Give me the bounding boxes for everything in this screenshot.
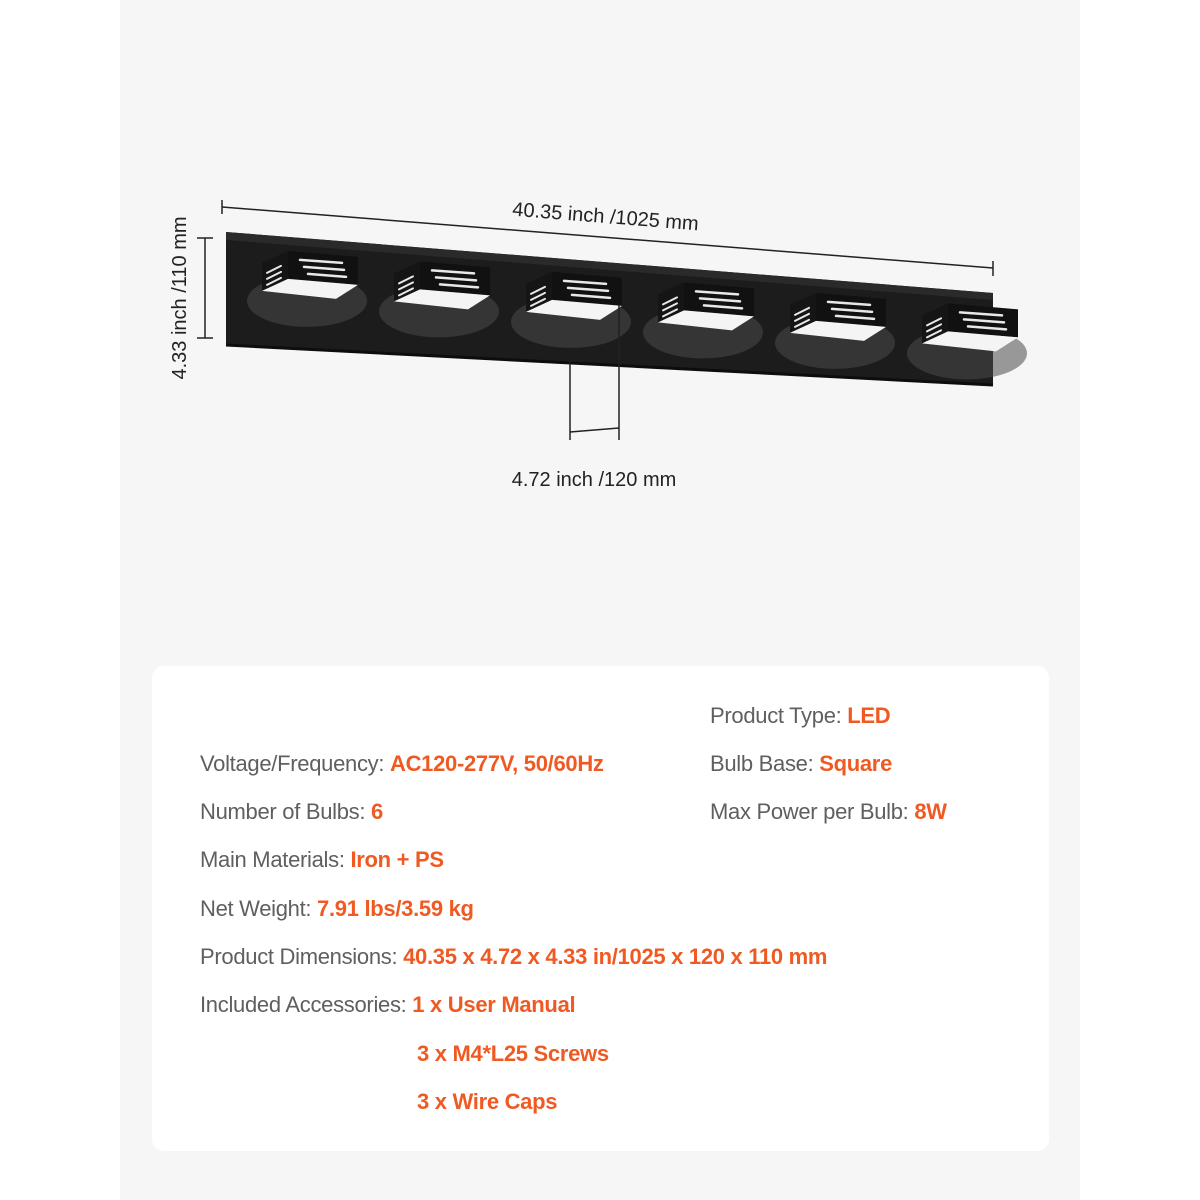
spec-max-power [710,799,947,825]
accessory-item: 1 x User Manual [412,992,576,1017]
spec-value: Iron + PS [350,847,444,872]
spec-label: Voltage/Frequency: [200,751,390,776]
depth-dimension-label: 4.72 inch /120 mm [511,469,677,491]
spec-value: Square [819,751,893,776]
spec-net-weight [200,896,474,922]
spec-value: 6 [370,799,383,824]
spec-value: AC120-277V, 50/60Hz [389,751,604,776]
spec-value: 7.91 lbs/3.59 kg [317,896,474,921]
spec-bulb-base [710,751,892,777]
lamp-head [775,293,895,369]
spec-product-dimensions [200,944,827,970]
lamp-head [907,303,1027,379]
spec-label: Main Materials: [200,847,351,872]
spec-label: Bulb Base: [710,751,820,776]
spec-label: Number of Bulbs: [200,799,371,824]
lamp-head [643,282,763,358]
lamp-head [247,251,367,327]
spec-voltage [200,751,604,777]
spec-value: 8W [914,799,947,824]
lamp-head [379,261,499,337]
spec-label: Max Power per Bulb: [710,799,915,824]
spec-included-accessories [200,992,575,1018]
lamp-head [511,272,631,348]
spec-label: Product Type: [710,703,848,728]
accessory-item: 3 x M4*L25 Screws [417,1041,609,1066]
height-dimension-line [197,238,213,338]
spec-product-type [710,703,890,729]
spec-value: LED [847,703,891,728]
height-dimension-label: 4.33 inch /110 mm [169,216,191,380]
vanity-light-fixture [226,232,1027,385]
length-dimension-label: 40.35 inch /1025 mm [511,198,700,236]
spec-label: Net Weight: [200,896,318,921]
accessory-item: 3 x Wire Caps [417,1089,558,1114]
spec-label: Product Dimensions: [200,944,404,969]
spec-number-of-bulbs [200,799,383,825]
spec-label: Included Accessories: [200,992,413,1017]
spec-value: 40.35 x 4.72 x 4.33 in/1025 x 120 x 110 mm [403,944,828,969]
spec-main-materials [200,847,444,873]
